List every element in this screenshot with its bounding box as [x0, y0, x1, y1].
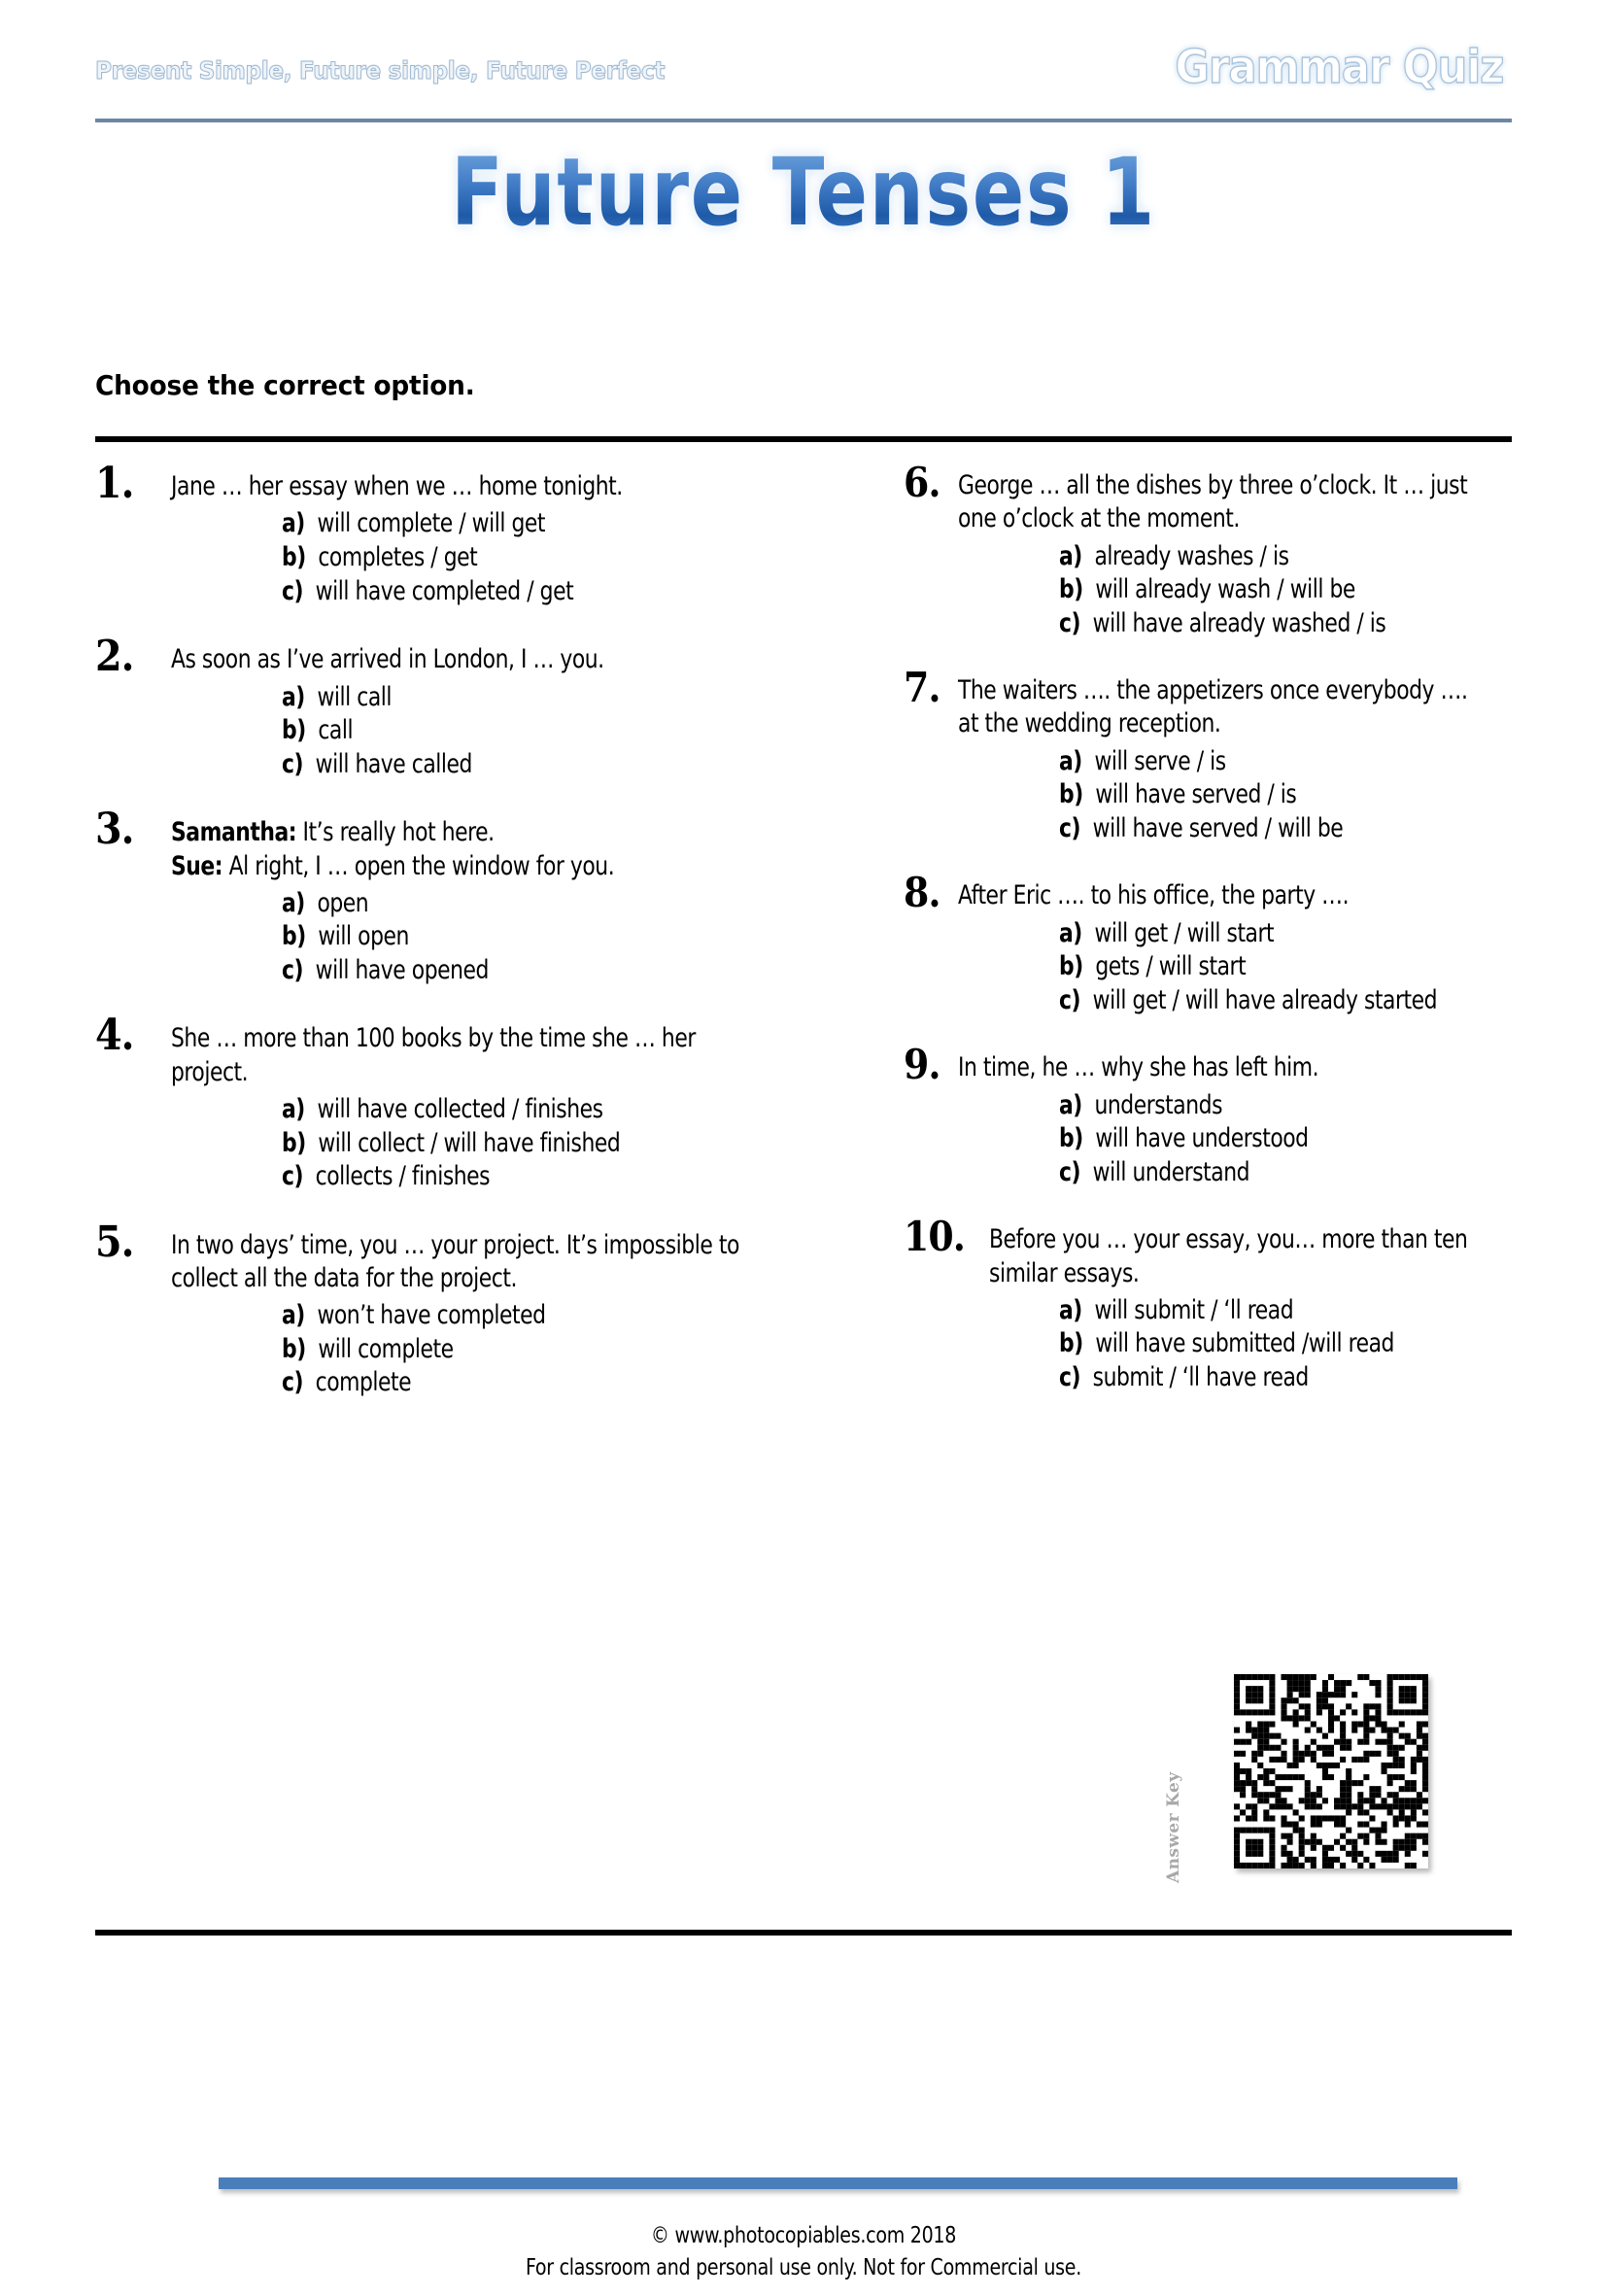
option-item[interactable]: [1059, 1089, 1525, 1123]
option-key: b): [282, 542, 306, 573]
question-number: 10.: [904, 1213, 966, 1261]
question-prompt: George … all the dishes by three o’clock. It … just one o’clock at the moment.: [958, 470, 1468, 534]
option-key: b): [1059, 779, 1083, 810]
instruction-text: Choose the correct option.: [95, 369, 475, 401]
option-item[interactable]: [282, 1127, 833, 1161]
option-key: a): [282, 887, 305, 918]
option-item[interactable]: [1059, 607, 1525, 641]
option-key: c): [282, 748, 304, 779]
option-item[interactable]: [282, 1160, 833, 1194]
option-item[interactable]: [282, 507, 833, 541]
footer: [0, 2220, 1607, 2285]
option-item[interactable]: [1059, 1156, 1525, 1190]
question-number: 1.: [95, 459, 134, 508]
question-prompt: As soon as I’ve arrived in London, I … you.: [171, 644, 604, 675]
question-number: 2.: [95, 632, 134, 682]
option-item[interactable]: [1059, 950, 1525, 984]
option-list: [282, 1093, 834, 1194]
page-title: Future Tenses 1: [145, 146, 1462, 239]
option-item[interactable]: [282, 681, 833, 715]
question-prompt: Before you … your essay, you… more than ten similar essays.: [989, 1224, 1468, 1288]
option-text: will have understood: [1095, 1123, 1309, 1154]
question-header: [904, 664, 1525, 741]
option-key: b): [282, 715, 306, 746]
option-list: [1059, 540, 1525, 641]
option-item[interactable]: [1059, 984, 1525, 1018]
option-item[interactable]: [1059, 1294, 1525, 1328]
qr-code-icon[interactable]: [1234, 1674, 1428, 1868]
option-text: will get / will start: [1094, 917, 1275, 948]
option-item[interactable]: [282, 575, 833, 609]
option-list: [282, 1299, 834, 1400]
question-header: [95, 459, 834, 508]
option-key: a): [1059, 540, 1082, 571]
option-item[interactable]: [1059, 1361, 1525, 1395]
option-item[interactable]: [1059, 1122, 1525, 1156]
option-item[interactable]: [1059, 812, 1525, 846]
option-key: b): [282, 921, 306, 952]
option-text: will have completed / get: [315, 575, 574, 606]
header-topic-label: Present Simple, Future simple, Future Perfect: [95, 56, 666, 85]
footer-copyright: © www.photocopiables.com 2018: [650, 2223, 957, 2248]
question-header: [95, 1217, 834, 1296]
option-text: will complete / will get: [317, 508, 546, 539]
option-key: a): [282, 681, 305, 712]
option-key: c): [1059, 607, 1081, 638]
question-item: [95, 1011, 834, 1193]
option-text: will have already washed / is: [1092, 607, 1386, 638]
option-text: will have served / is: [1095, 779, 1297, 810]
question-item: [95, 632, 834, 781]
answer-key-block[interactable]: [1164, 1674, 1428, 1883]
option-item[interactable]: [282, 1093, 833, 1127]
question-item: [904, 459, 1525, 640]
question-number: 8.: [904, 869, 940, 917]
question-number: 3.: [95, 805, 134, 855]
option-item[interactable]: [282, 954, 833, 988]
question-prompt: After Eric …. to his office, the party ….: [958, 880, 1350, 911]
option-text: will have submitted /will read: [1095, 1328, 1394, 1359]
option-item[interactable]: [1059, 745, 1525, 779]
option-key: a): [282, 508, 305, 539]
option-text: complete: [315, 1367, 412, 1398]
speaker-name-2: Sue:: [171, 850, 223, 881]
option-text: will collect / will have finished: [318, 1127, 621, 1158]
option-item[interactable]: [282, 748, 833, 782]
option-text: will already wash / will be: [1095, 574, 1355, 605]
option-list: [282, 887, 834, 988]
option-key: a): [1059, 1089, 1082, 1120]
option-text: will understand: [1092, 1156, 1250, 1187]
option-key: c): [1059, 1361, 1081, 1392]
option-key: b): [282, 1333, 306, 1364]
footer-accent-bar: [219, 2177, 1457, 2189]
option-text: will complete: [318, 1333, 454, 1364]
option-text: will get / will have already started: [1092, 984, 1438, 1015]
option-key: b): [282, 1127, 306, 1158]
option-key: b): [1059, 951, 1083, 982]
option-list: [1059, 1294, 1525, 1395]
question-number: 6.: [904, 459, 940, 506]
question-header: [904, 1213, 1525, 1290]
question-number: 7.: [904, 664, 940, 712]
option-item[interactable]: [282, 541, 833, 575]
speaker-name-1: Samantha:: [171, 817, 297, 848]
option-text: will serve / is: [1094, 745, 1226, 776]
option-item[interactable]: [1059, 1327, 1525, 1361]
question-number: 5.: [95, 1217, 134, 1267]
speaker-line-1: It’s really hot here.: [296, 817, 495, 848]
option-list: [282, 507, 834, 608]
questions-column-left: [95, 459, 834, 1429]
option-text: completes / get: [318, 542, 478, 573]
question-prompt: The waiters …. the appetizers once everybody …. at the wedding reception.: [958, 675, 1468, 739]
content-bottom-rule: [95, 1930, 1512, 1936]
option-key: b): [1059, 1123, 1083, 1154]
option-key: a): [282, 1300, 305, 1331]
speaker-line-2: Al right, I … open the window for you.: [222, 850, 615, 881]
question-item: [904, 869, 1525, 1017]
questions-column-right: [904, 459, 1525, 1423]
question-prompt: In two days’ time, you … your project. It’s impossible to collect all the data for the project.: [171, 1229, 739, 1293]
option-key: a): [1059, 1294, 1082, 1325]
option-key: b): [1059, 574, 1083, 605]
question-item: [904, 664, 1525, 845]
content-top-rule: [95, 436, 1512, 442]
option-text: will have served / will be: [1092, 812, 1344, 843]
option-key: c): [282, 954, 304, 985]
option-text: already washes / is: [1094, 540, 1289, 571]
option-item[interactable]: [282, 1333, 833, 1367]
option-text: submit / ‘ll have read: [1092, 1361, 1309, 1392]
question-number: 4.: [95, 1011, 134, 1061]
header-divider: [95, 119, 1512, 122]
option-text: will have collected / finishes: [317, 1093, 603, 1124]
question-header: [904, 869, 1525, 917]
option-item[interactable]: [1059, 917, 1525, 951]
page-header: [95, 41, 1512, 124]
question-header: [95, 632, 834, 682]
option-item[interactable]: [282, 920, 833, 954]
question-number: 9.: [904, 1041, 940, 1089]
option-item[interactable]: [282, 714, 833, 748]
option-text: will have called: [315, 748, 472, 779]
option-key: c): [282, 1367, 304, 1398]
header-brand-label: Grammar Quiz: [1175, 41, 1504, 94]
option-item[interactable]: [1059, 778, 1525, 812]
question-item: [904, 1041, 1525, 1189]
option-item[interactable]: [282, 1366, 833, 1400]
option-item[interactable]: [282, 1299, 833, 1333]
option-key: c): [282, 575, 304, 606]
question-prompt: She … more than 100 books by the time she … her project.: [171, 1023, 696, 1087]
option-text: open: [317, 887, 369, 918]
option-key: b): [1059, 1328, 1083, 1359]
answer-key-label: Answer Key: [1164, 1771, 1183, 1883]
option-list: [1059, 917, 1525, 1018]
option-item[interactable]: [1059, 540, 1525, 574]
option-key: c): [1059, 1156, 1081, 1187]
footer-usage-notice: For classroom and personal use only. Not for Commercial use.: [525, 2255, 1082, 2281]
option-key: a): [1059, 745, 1082, 776]
option-text: will have opened: [315, 954, 489, 985]
option-key: c): [1059, 984, 1081, 1015]
option-text: gets / will start: [1095, 951, 1247, 982]
option-key: a): [282, 1093, 305, 1124]
option-text: won’t have completed: [317, 1300, 546, 1331]
option-list: [1059, 1089, 1525, 1190]
question-item: [95, 805, 834, 987]
option-item[interactable]: [1059, 573, 1525, 607]
option-text: will call: [317, 681, 393, 712]
question-header: [904, 1041, 1525, 1089]
option-key: a): [1059, 917, 1082, 948]
option-key: c): [282, 1161, 304, 1192]
option-text: will open: [318, 921, 409, 952]
question-header: [95, 805, 834, 883]
question-prompt: [171, 810, 768, 883]
option-list: [1059, 745, 1525, 846]
question-header: [95, 1011, 834, 1089]
option-text: collects / finishes: [315, 1161, 491, 1192]
option-key: c): [1059, 812, 1081, 843]
question-prompt: In time, he … why she has left him.: [958, 1052, 1319, 1083]
option-item[interactable]: [282, 887, 833, 921]
question-header: [904, 459, 1525, 536]
question-item: [95, 1217, 834, 1400]
option-text: will submit / ‘ll read: [1094, 1294, 1294, 1325]
option-list: [282, 681, 834, 782]
question-item: [95, 459, 834, 608]
option-text: call: [318, 715, 354, 746]
question-item: [904, 1213, 1525, 1394]
question-prompt: Jane … her essay when we … home tonight.: [171, 471, 623, 501]
option-text: understands: [1094, 1089, 1223, 1120]
